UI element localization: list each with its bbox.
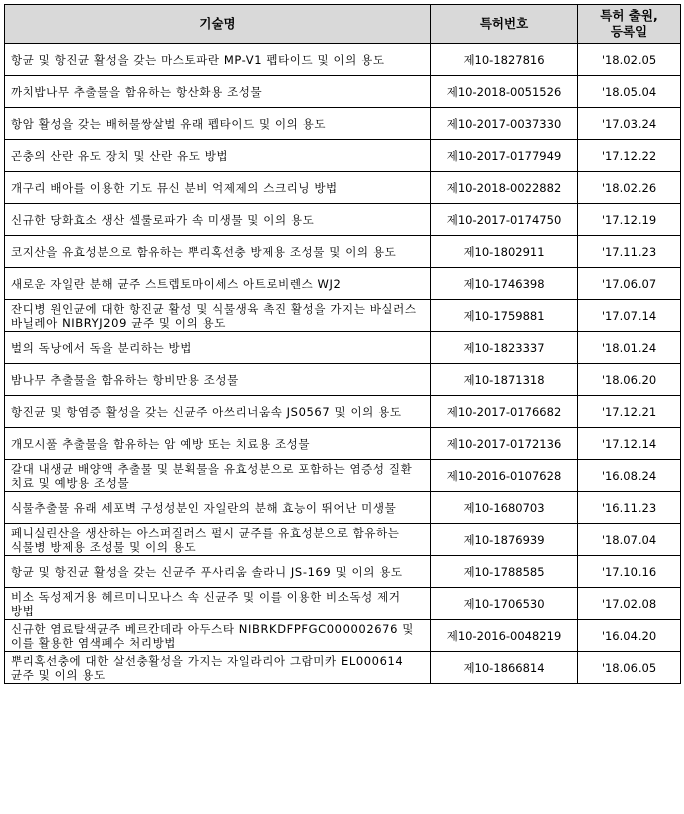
patent-number-cell: 제10-1827816 xyxy=(431,44,578,76)
table-row xyxy=(5,332,681,364)
patent-number-cell: 제10-2017-0037330 xyxy=(431,108,578,140)
table-row xyxy=(5,620,681,652)
table-row xyxy=(5,268,681,300)
tech-name-cell: 개모시풀 추출물을 함유하는 암 예방 또는 치료용 조성물 xyxy=(5,428,431,460)
tech-name-cell: 새로운 자일란 분해 균주 스트렙토마이세스 아트로비렌스 WJ2 xyxy=(5,268,431,300)
date-cell: '17.12.14 xyxy=(578,428,681,460)
tech-name-cell: 곤충의 산란 유도 장치 및 산란 유도 방법 xyxy=(5,140,431,172)
table-row xyxy=(5,300,681,332)
date-cell: '18.05.04 xyxy=(578,76,681,108)
tech-name-cell: 항진균 및 항염증 활성을 갖는 신균주 아쓰리너움속 JS0567 및 이의 용도 xyxy=(5,396,431,428)
header-tech-name: 기술명 xyxy=(5,5,431,44)
date-cell: '17.11.23 xyxy=(578,236,681,268)
tech-name-cell: 뿌리혹선충에 대한 살선충활성을 가지는 자일라리아 그람미카 EL000614 균주 및 이의 용도 xyxy=(5,652,431,684)
header-date: 특허 출원, 등록일 xyxy=(578,5,681,44)
date-cell: '16.08.24 xyxy=(578,460,681,492)
table-row xyxy=(5,492,681,524)
patent-number-cell: 제10-2018-0022882 xyxy=(431,172,578,204)
table-row xyxy=(5,108,681,140)
patent-table-container xyxy=(4,4,681,684)
tech-name-cell: 식물추출물 유래 세포벽 구성성분인 자일란의 분해 효능이 뛰어난 미생물 xyxy=(5,492,431,524)
patent-number-cell: 제10-2018-0051526 xyxy=(431,76,578,108)
tech-name-cell: 잔디병 원인균에 대한 항진균 활성 및 식물생육 촉진 활성을 가지는 바실러스 바닐레아 NIBRYJ209 균주 및 이의 용도 xyxy=(5,300,431,332)
patent-number-cell: 제10-1706530 xyxy=(431,588,578,620)
patent-number-cell: 제10-2016-0107628 xyxy=(431,460,578,492)
patent-number-cell: 제10-1876939 xyxy=(431,524,578,556)
date-cell: '18.02.05 xyxy=(578,44,681,76)
tech-name-cell: 신규한 당화효소 생산 셀룰로파가 속 미생물 및 이의 용도 xyxy=(5,204,431,236)
date-cell: '16.04.20 xyxy=(578,620,681,652)
patent-number-cell: 제10-2017-0172136 xyxy=(431,428,578,460)
date-cell: '16.11.23 xyxy=(578,492,681,524)
patent-number-cell: 제10-1802911 xyxy=(431,236,578,268)
table-row xyxy=(5,76,681,108)
table-row xyxy=(5,556,681,588)
table-row xyxy=(5,204,681,236)
tech-name-cell: 갈대 내생균 배양액 추출물 및 분획물을 유효성분으로 포함하는 염증성 질환 치료 및 예방용 조성물 xyxy=(5,460,431,492)
patent-number-cell: 제10-2017-0176682 xyxy=(431,396,578,428)
patent-number-cell: 제10-2016-0048219 xyxy=(431,620,578,652)
date-cell: '17.06.07 xyxy=(578,268,681,300)
date-cell: '17.03.24 xyxy=(578,108,681,140)
patent-number-cell: 제10-1788585 xyxy=(431,556,578,588)
date-cell: '17.12.22 xyxy=(578,140,681,172)
date-cell: '18.01.24 xyxy=(578,332,681,364)
table-row xyxy=(5,236,681,268)
date-cell: '17.12.21 xyxy=(578,396,681,428)
table-row xyxy=(5,588,681,620)
date-cell: '17.07.14 xyxy=(578,300,681,332)
date-cell: '17.12.19 xyxy=(578,204,681,236)
patent-number-cell: 제10-2017-0177949 xyxy=(431,140,578,172)
tech-name-cell: 까치밥나무 추출물을 함유하는 항산화용 조성물 xyxy=(5,76,431,108)
table-row xyxy=(5,172,681,204)
date-cell: '18.06.20 xyxy=(578,364,681,396)
table-row xyxy=(5,140,681,172)
table-row xyxy=(5,460,681,492)
tech-name-cell: 코지산을 유효성분으로 함유하는 뿌리혹선충 방제용 조성물 및 이의 용도 xyxy=(5,236,431,268)
tech-name-cell: 항균 및 항진균 활성을 갖는 마스토파란 MP-V1 펩타이드 및 이의 용도 xyxy=(5,44,431,76)
table-row xyxy=(5,44,681,76)
tech-name-cell: 페니실린산을 생산하는 아스퍼질러스 펄시 균주를 유효성분으로 함유하는 식물병 방제용 조성물 및 이의 용도 xyxy=(5,524,431,556)
tech-name-cell: 밤나무 추출물을 함유하는 항비만용 조성물 xyxy=(5,364,431,396)
tech-name-cell: 항암 활성을 갖는 배허물쌍살벌 유래 펩타이드 및 이의 용도 xyxy=(5,108,431,140)
date-cell: '17.02.08 xyxy=(578,588,681,620)
date-cell: '18.06.05 xyxy=(578,652,681,684)
patent-number-cell: 제10-1759881 xyxy=(431,300,578,332)
header-patent-number: 특허번호 xyxy=(431,5,578,44)
tech-name-cell: 비소 독성제거용 헤르미니모나스 속 신균주 및 이를 이용한 비소독성 제거 방법 xyxy=(5,588,431,620)
tech-name-cell: 항균 및 항진균 활성을 갖는 신균주 푸사리움 솔라니 JS-169 및 이의 용도 xyxy=(5,556,431,588)
table-row xyxy=(5,396,681,428)
patent-table xyxy=(4,4,681,684)
tech-name-cell: 신규한 염료탈색균주 베르칸데라 아두스타 NIBRKDFPFGC000002676 및 이를 활용한 염색폐수 처리방법 xyxy=(5,620,431,652)
table-header-row xyxy=(5,5,681,44)
table-row xyxy=(5,524,681,556)
date-cell: '18.02.26 xyxy=(578,172,681,204)
tech-name-cell: 벌의 독낭에서 독을 분리하는 방법 xyxy=(5,332,431,364)
patent-number-cell: 제10-1680703 xyxy=(431,492,578,524)
table-row xyxy=(5,652,681,684)
date-cell: '17.10.16 xyxy=(578,556,681,588)
patent-number-cell: 제10-1871318 xyxy=(431,364,578,396)
patent-number-cell: 제10-1746398 xyxy=(431,268,578,300)
patent-number-cell: 제10-2017-0174750 xyxy=(431,204,578,236)
tech-name-cell: 개구리 배아를 이용한 기도 뮤신 분비 억제제의 스크리닝 방법 xyxy=(5,172,431,204)
patent-number-cell: 제10-1823337 xyxy=(431,332,578,364)
patent-number-cell: 제10-1866814 xyxy=(431,652,578,684)
table-row xyxy=(5,364,681,396)
date-cell: '18.07.04 xyxy=(578,524,681,556)
table-row xyxy=(5,428,681,460)
